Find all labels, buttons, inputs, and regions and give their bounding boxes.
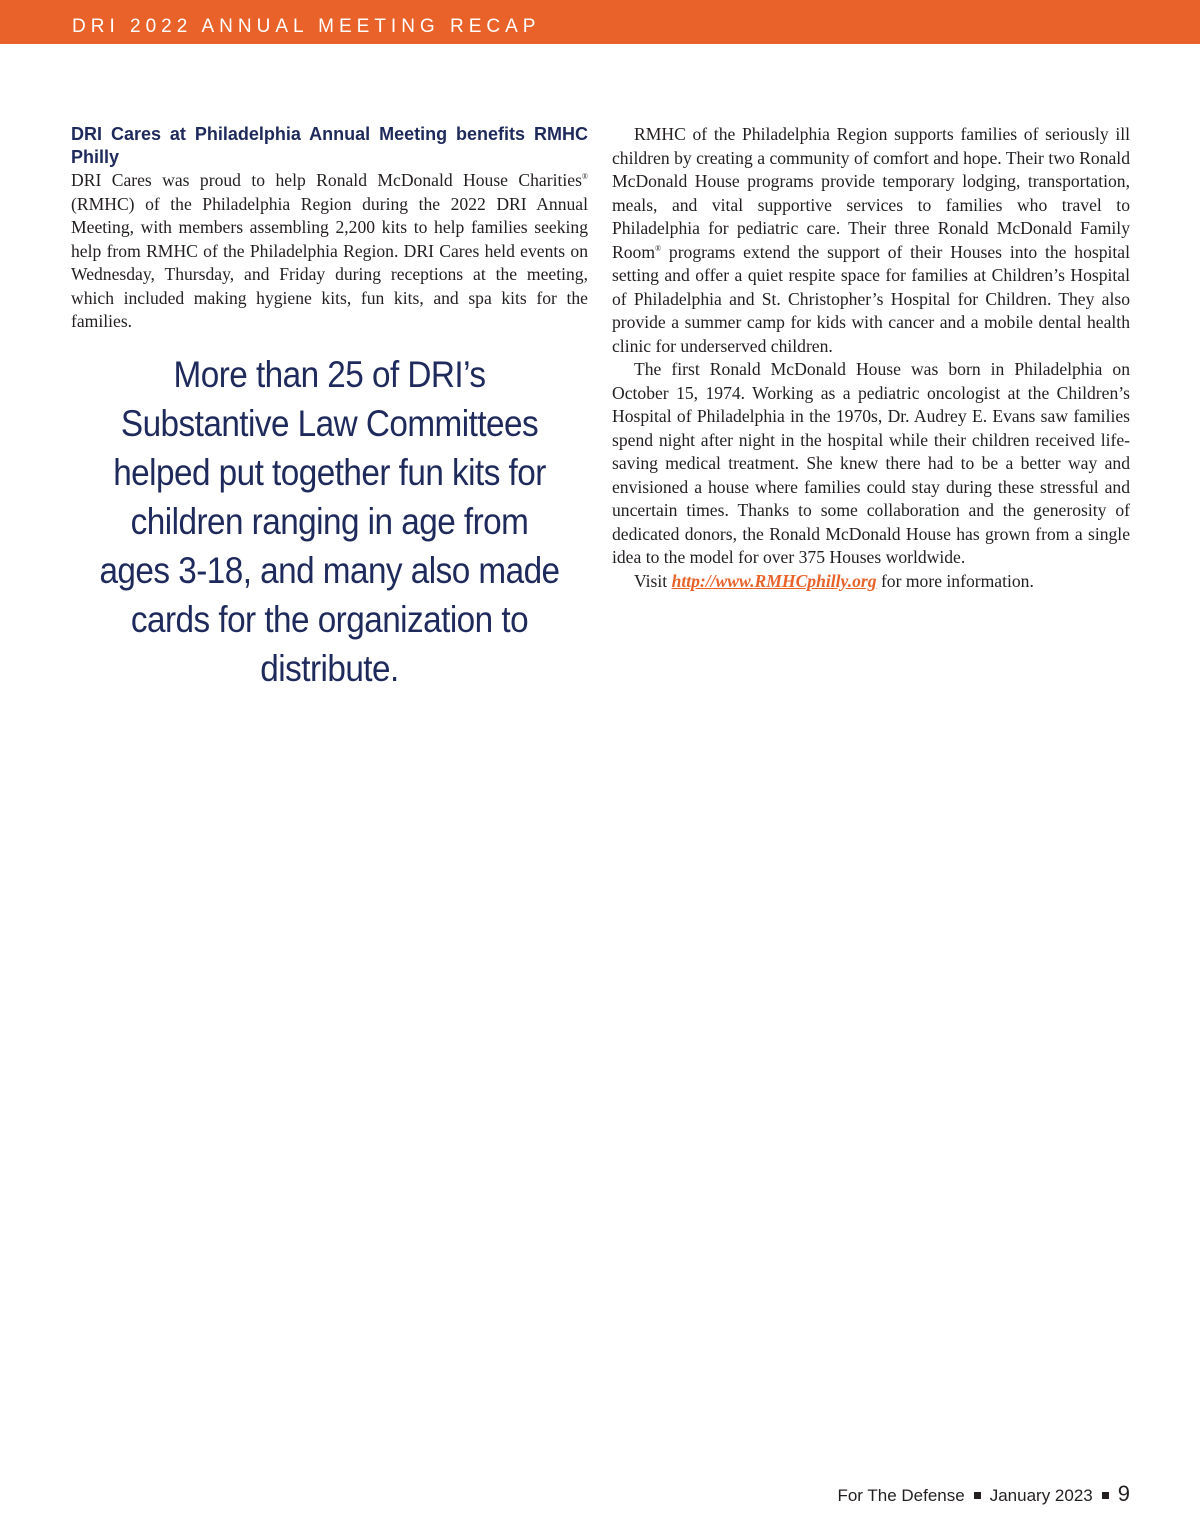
- separator-square-icon: [1102, 1492, 1109, 1499]
- page-footer: [837, 1481, 1130, 1509]
- header-banner: [0, 0, 1200, 44]
- left-column: [71, 123, 588, 334]
- rmhc-paragraph-text-2: programs extend the support of their Houses into the hospital setting and offer a quiet respite space for families at Children’s Hospital of Philadelphia and St. Christopher’s Hospital for Children. They also provide a summer camp for kids with cancer and a mobile dental health clinic for underserved children.: [612, 241, 1130, 356]
- article-headline: DRI Cares at Philadelphia Annual Meeting benefits RMHC Philly: [71, 124, 588, 167]
- publication-name: For The Defense: [837, 1486, 965, 1505]
- rmhc-website-link[interactable]: http://www.RMHCphilly.org: [671, 570, 877, 591]
- section-title: DRI 2022 ANNUAL MEETING RECAP: [72, 16, 541, 37]
- visit-suffix: for more information.: [876, 570, 1034, 591]
- visit-paragraph: [612, 570, 1130, 594]
- page-number: 9: [1117, 1481, 1130, 1506]
- separator-square-icon: [974, 1492, 981, 1499]
- intro-paragraph-text-2: (RMHC) of the Philadelphia Region during the 2022 DRI Annual Meeting, with members assembling 2,200 kits to help families seeking help from RMHC of the Philadelphia Region. DRI Cares held events on Wednesday, Thursday, and Friday during receptions at the meeting, which included making hygiene kits, fun kits, and spa kits for the families.: [71, 193, 588, 331]
- rmhc-paragraph-text-1: RMHC of the Philadelphia Region supports families of seriously ill children by creating a community of comfort and hope. Their two Ronald McDonald House programs provide temporary lodging, transportation, meals, and vital supportive services to families who travel to Philadelphia for pediatric care. Their three Ronald McDonald Family Room: [612, 124, 1130, 262]
- intro-paragraph: [71, 169, 588, 334]
- right-column: [612, 123, 1130, 593]
- issue-date: January 2023: [989, 1486, 1093, 1505]
- visit-prefix: Visit: [634, 570, 672, 591]
- pull-quote: More than 25 of DRI’s Substantive Law Committees helped put together fun kits for children ranging in age from ages 3-18, and many also made cards for the organization to distribute.: [99, 354, 560, 689]
- registered-mark: ®: [581, 172, 588, 181]
- registered-mark: ®: [655, 243, 662, 253]
- history-paragraph: The first Ronald McDonald House was born in Philadelphia on October 15, 1974. Working as a pediatric oncologist at the Children’s Hospital of Philadelphia in the 1970s, Dr. Audrey E. Evans saw families spend night after night in the hospital while their children received life-saving medical treatment. She knew there had to be a better way and envisioned a house where families could stay during these stressful and uncertain times. Thanks to some collaboration and the generosity of dedicated donors, the Ronald McDonald House has grown from a single idea to the model for over 375 Houses worldwide.: [612, 359, 1130, 567]
- rmhc-paragraph: [612, 123, 1130, 358]
- intro-paragraph-text-1: DRI Cares was proud to help Ronald McDonald House Charities: [71, 170, 582, 190]
